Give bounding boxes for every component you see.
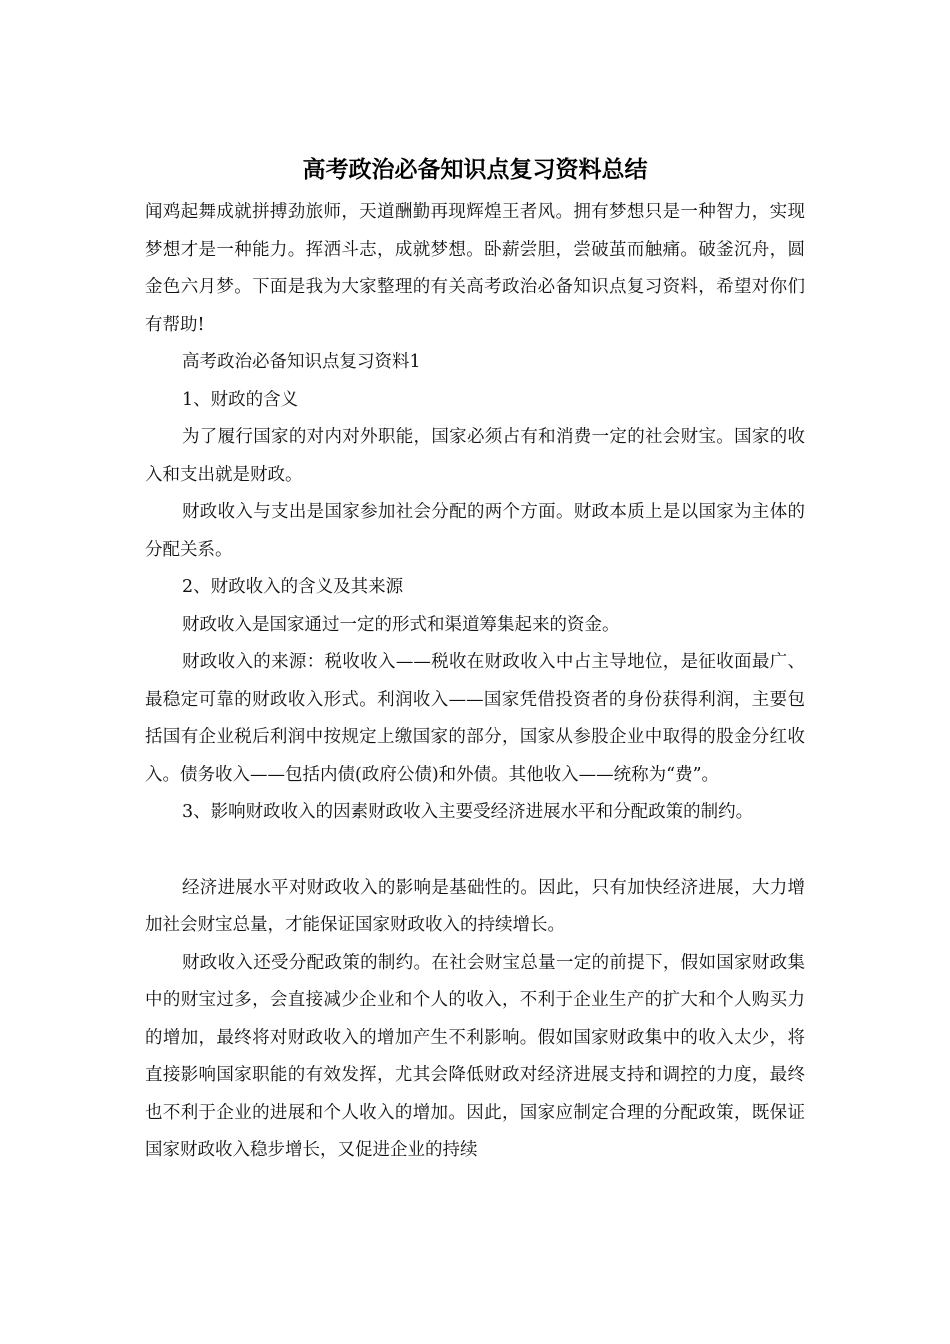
paragraph: 财政收入的来源：税收收入——税收在财政收入中占主导地位，是征收面最广、最稳定可靠的财政收入形式。利润收入——国家凭借投资者的身份获得利润，主要包括国有企业税后利润中按规定上缴国家的部分，国家从参股企业中取得的股金分红收入。债务收入——包括内债(政府公债)和外债。其他收入——统称为“费”。 (145, 652, 805, 785)
subheading-3: 3、影响财政收入的因素财政收入主要受经济进展水平和分配政策的制约。 (182, 802, 754, 822)
paragraph: 财政收入是国家通过一定的形式和渠道筹集起来的资金。 (182, 614, 620, 635)
document-body (145, 194, 805, 1170)
paragraph: 经济进展水平对财政收入的影响是基础性的。因此，只有加快经济进展，大力增加社会财宝总量，才能保证国家财政收入的持续增长。 (145, 877, 805, 935)
intro-paragraph: 闻鸡起舞成就拼搏劲旅师，天道酬勤再现辉煌王者风。拥有梦想只是一种智力，实现梦想才是一种能力。挥洒斗志，成就梦想。卧薪尝胆，尝破茧而触痛。破釜沉舟，圆金色六月梦。下面是我为大家整理的有关高考政治必备知识点复习资料，希望对你们有帮助! (145, 202, 805, 335)
paragraph: 财政收入还受分配政策的制约。在社会财宝总量一定的前提下，假如国家财政集中的财宝过多，会直接减少企业和个人的收入，不利于企业生产的扩大和个人购买力的增加，最终将对财政收入的增加产生不利影响。假如国家财政集中的收入太少，将直接影响国家职能的有效发挥，尤其会降低财政对经济进展支持和调控的力度，最终也不利于企业的进展和个人收入的增加。因此，国家应制定合理的分配政策，既保证国家财政收入稳步增长，又促进企业的持续 (145, 952, 805, 1160)
paragraph: 财政收入与支出是国家参加社会分配的两个方面。财政本质上是以国家为主体的分配关系。 (145, 502, 805, 560)
subheading-2: 2、财政收入的含义及其来源 (182, 577, 404, 597)
document-title: 高考政治必备知识点复习资料总结 (302, 157, 648, 183)
paragraph-gap (145, 832, 805, 870)
section-heading: 高考政治必备知识点复习资料1 (182, 352, 421, 372)
subheading-1: 1、财政的含义 (182, 389, 299, 410)
paragraph: 为了履行国家的对内对外职能，国家必须占有和消费一定的社会财宝。国家的收入和支出就是财政。 (145, 427, 805, 485)
